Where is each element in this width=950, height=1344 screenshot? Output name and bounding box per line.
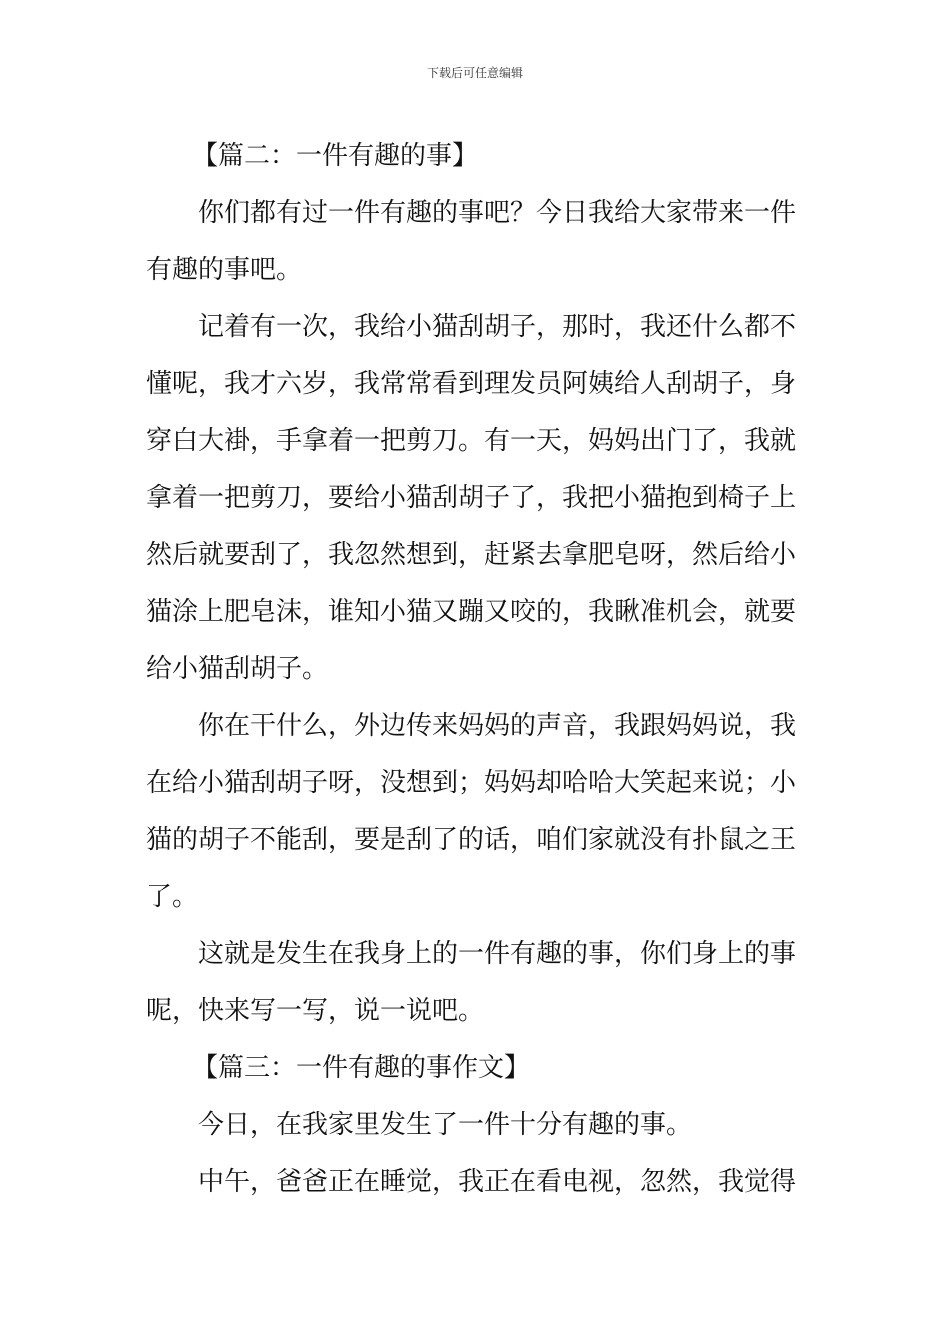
header-note: 下载后可任意编辑 — [426, 66, 523, 80]
paragraph-line: 猫的胡子不能刮，要是刮了的话，咱们家就没有扑鼠之王 — [146, 825, 797, 855]
paragraph-line: 拿着一把剪刀，要给小猫刮胡子了，我把小猫抱到椅子上 — [146, 483, 797, 513]
paragraph-line: 然后就要刮了，我忽然想到，赶紧去拿肥皂呀，然后给小 — [146, 540, 797, 570]
section-heading-2: 【篇二：一件有趣的事】 — [192, 141, 479, 171]
paragraph-line: 你在干什么，外边传来妈妈的声音，我跟妈妈说，我 — [198, 711, 797, 741]
paragraph-line: 给小猫刮胡子。 — [146, 654, 329, 684]
paragraph-line: 猫涂上肥皂沫，谁知小猫又蹦又咬的，我瞅准机会，就要 — [146, 597, 797, 627]
section-heading-3: 【篇三：一件有趣的事作文】 — [192, 1053, 531, 1083]
paragraph-line: 中午，爸爸正在睡觉，我正在看电视，忽然，我觉得 — [198, 1167, 797, 1197]
paragraph-line: 有趣的事吧。 — [146, 255, 303, 285]
document-body — [146, 128, 810, 1211]
paragraph-line: 你们都有过一件有趣的事吧？今日我给大家带来一件 — [198, 198, 797, 228]
paragraph-line: 了。 — [146, 882, 199, 912]
paragraph-line: 呢，快来写一写，说一说吧。 — [146, 996, 485, 1026]
paragraph-line: 记着有一次，我给小猫刮胡子，那时，我还什么都不 — [198, 312, 797, 342]
paragraph-line: 懂呢，我才六岁，我常常看到理发员阿姨给人刮胡子，身 — [146, 369, 797, 399]
paragraph-line: 在给小猫刮胡子呀，没想到；妈妈却哈哈大笑起来说；小 — [146, 768, 797, 798]
paragraph-line: 今日，在我家里发生了一件十分有趣的事。 — [198, 1110, 693, 1140]
paragraph-line: 这就是发生在我身上的一件有趣的事，你们身上的事 — [198, 939, 797, 969]
paragraph-line: 穿白大褂，手拿着一把剪刀。有一天，妈妈出门了，我就 — [146, 426, 797, 456]
